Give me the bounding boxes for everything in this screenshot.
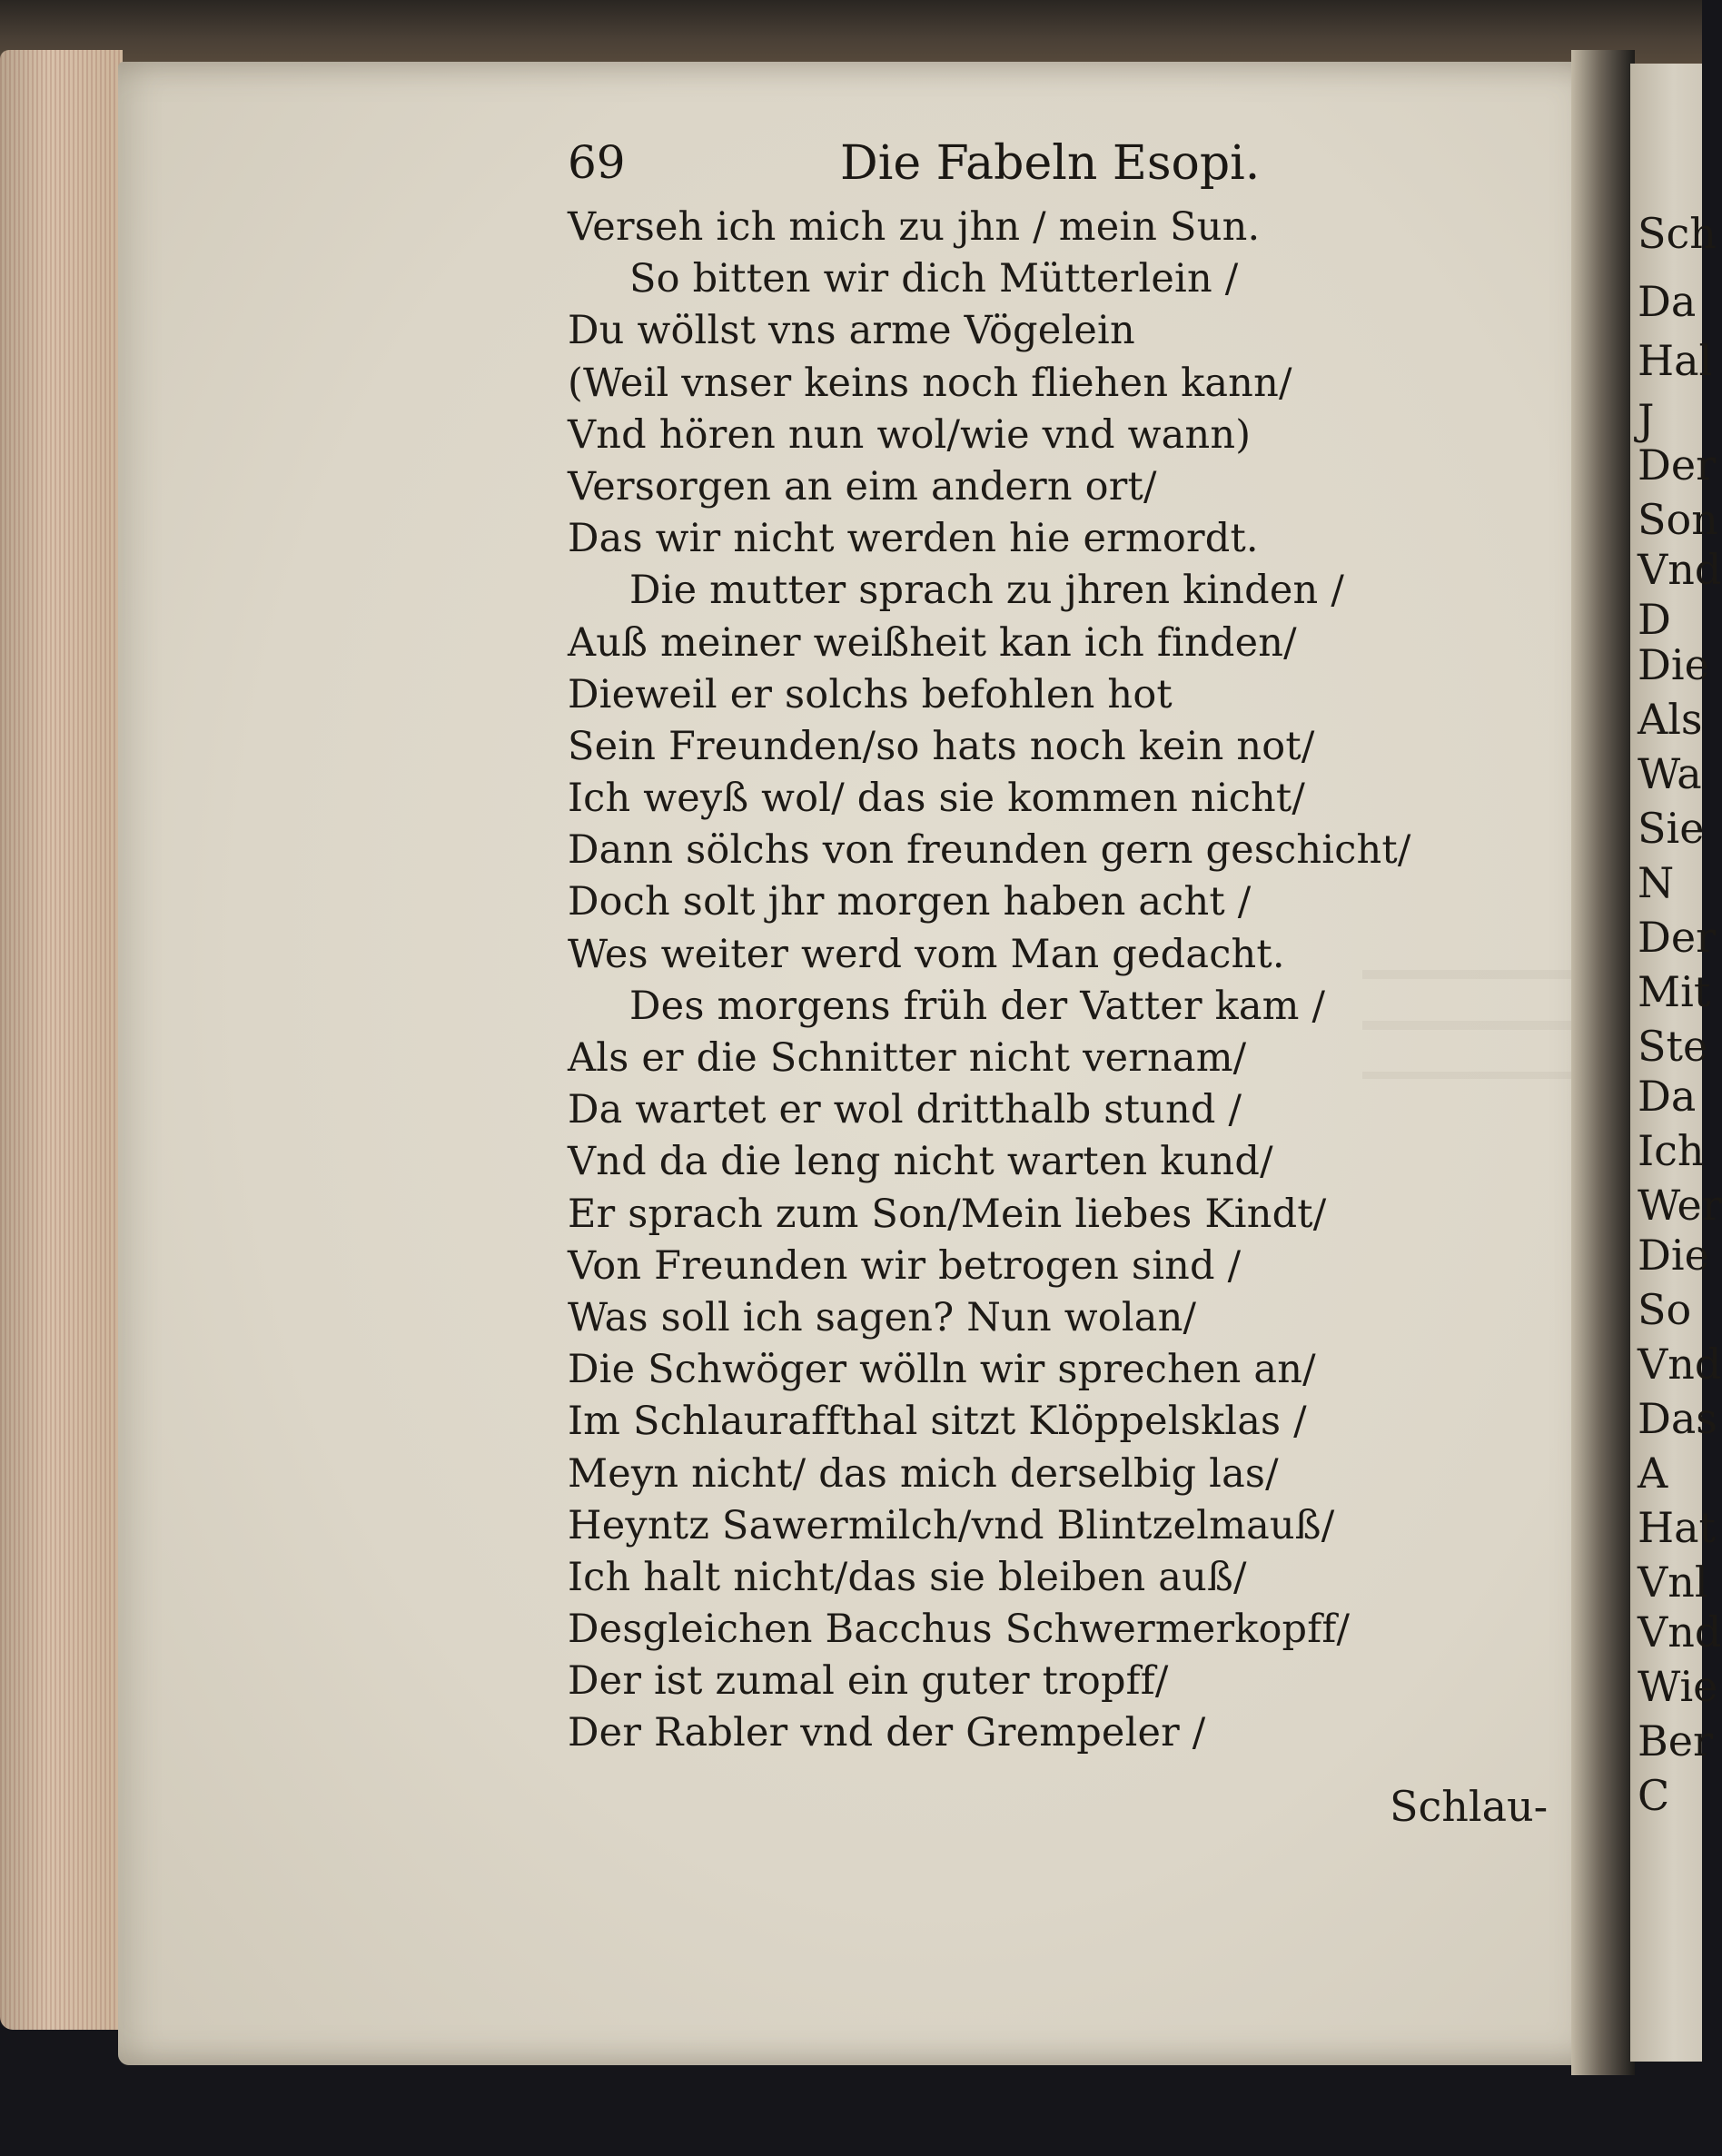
verse-line: Vnd hören nun wol/wie vnd wann)	[568, 411, 1252, 458]
next-page-line-fragment: A	[1638, 1449, 1668, 1498]
verse-block	[568, 202, 1476, 1760]
verse-line: Als er die Schnitter nicht vernam/	[568, 1035, 1247, 1081]
next-page-line-fragment: D	[1638, 595, 1671, 644]
verse-line: Wes weiter werd vom Man gedacht.	[568, 931, 1285, 977]
next-page-line-fragment: Wer	[1638, 1181, 1722, 1230]
next-page-line-fragment: Hal	[1638, 336, 1713, 385]
next-page-line-fragment: Vnd	[1638, 545, 1722, 594]
verse-line: Des morgens früh der Vatter kam /	[629, 983, 1326, 1029]
book-gutter	[1571, 50, 1635, 2075]
verse-line: Versorgen an eim andern ort/	[568, 463, 1157, 509]
verse-line: Was soll ich sagen? Nun wolan/	[568, 1294, 1197, 1340]
verse-line: Ich halt nicht/das sie bleiben auß/	[568, 1554, 1247, 1600]
verse-line: Verseh ich mich zu jhn / mein Sun.	[568, 204, 1261, 250]
verse-line: Der ist zumal ein guter tropff/	[568, 1658, 1169, 1705]
next-page-line-fragment: Vnd	[1638, 1607, 1722, 1657]
next-page-line-fragment: Sch	[1638, 209, 1717, 258]
book-fore-edge	[0, 50, 123, 2030]
next-page-line-fragment: Als	[1638, 695, 1703, 744]
next-page-line-fragment: Da	[1638, 1072, 1697, 1121]
verse-line: Da wartet er wol dritthalb stund /	[568, 1087, 1242, 1133]
next-page-line-fragment: N	[1638, 858, 1675, 907]
next-page-line-fragment: Das	[1638, 1394, 1717, 1443]
catchword: Schlau-	[1390, 1782, 1549, 1831]
verse-line: Der Rabler vnd der Grempeler /	[568, 1710, 1206, 1756]
verse-line: Ich weyß wol/ das sie kommen nicht/	[568, 776, 1306, 822]
next-page-line-fragment: Ber	[1638, 1716, 1714, 1765]
next-page-line-fragment: C	[1638, 1771, 1670, 1820]
running-title: Die Fabeln Esopi.	[840, 136, 1261, 191]
verse-line: Vnd da die leng nicht warten kund/	[568, 1139, 1273, 1185]
page-header	[568, 136, 1261, 191]
next-page-line-fragment: Wa	[1638, 749, 1702, 798]
verse-line: Das wir nicht werden hie ermordt.	[568, 516, 1259, 562]
next-page-line-fragment: So	[1638, 1285, 1692, 1334]
verse-line: Sein Freunden/so hats noch kein not/	[568, 723, 1315, 769]
verse-line: Doch solt jhr morgen haben acht /	[568, 879, 1252, 925]
page-number: 69	[568, 136, 626, 189]
next-page-line-fragment: Die	[1638, 640, 1709, 689]
verse-line: Die Schwöger wölln wir sprechen an/	[568, 1347, 1316, 1393]
verse-line: Von Freunden wir betrogen sind /	[568, 1242, 1242, 1289]
verse-line: Dann sölchs von freunden gern geschicht/	[568, 827, 1411, 874]
verse-line: Auß meiner weißheit kan ich finden/	[568, 619, 1297, 666]
verse-line: Die mutter sprach zu jhren kinden /	[629, 568, 1345, 614]
next-page-line-fragment: Vnl	[1638, 1558, 1708, 1607]
verse-line: Dieweil er solchs befohlen hot	[568, 671, 1173, 717]
next-page-line-fragment: Die	[1638, 1231, 1709, 1280]
next-page-line-fragment: Hat	[1638, 1503, 1717, 1552]
next-page-line-fragment: Vnd	[1638, 1340, 1722, 1389]
next-page-line-fragment: Der	[1638, 440, 1717, 490]
verse-line: So bitten wir dich Mütterlein /	[629, 256, 1239, 302]
next-page-line-fragment: J	[1638, 395, 1655, 444]
verse-line: Er sprach zum Son/Mein liebes Kindt/	[568, 1191, 1327, 1237]
next-page-line-fragment: Ich	[1638, 1126, 1705, 1175]
next-page-line-fragment: Ste	[1638, 1022, 1708, 1071]
verse-line: (Weil vnser keins noch fliehen kann/	[568, 360, 1292, 406]
verse-line: Meyn nicht/ das mich derselbig las/	[568, 1450, 1279, 1497]
next-page-line-fragment: Wie	[1638, 1662, 1718, 1711]
next-page-line-fragment: Sie	[1638, 804, 1705, 853]
verse-line: Heyntz Sawermilch/vnd Blintzelmauß/	[568, 1502, 1335, 1548]
verse-line: Desgleichen Bacchus Schwermerkopff/	[568, 1607, 1351, 1653]
right-page-fragment	[1630, 64, 1722, 2062]
next-page-line-fragment: Son	[1638, 495, 1718, 544]
next-page-line-fragment: Mit	[1638, 967, 1711, 1016]
verse-line: Du wöllst vns arme Vögelein	[568, 308, 1135, 354]
next-page-line-fragment: Da	[1638, 277, 1697, 326]
verse-line: Im Schlauraffthal sitzt Klöppelsklas /	[568, 1399, 1307, 1445]
next-page-line-fragment: Der	[1638, 913, 1717, 962]
